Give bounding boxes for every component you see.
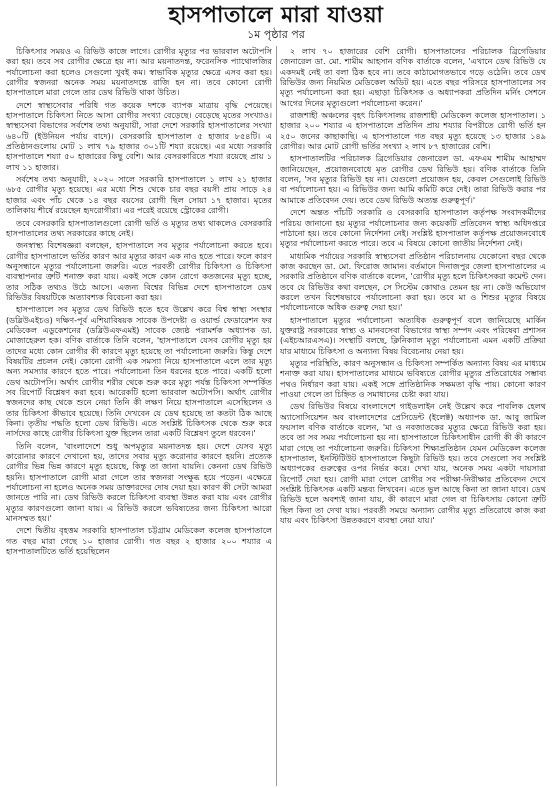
body-paragraph: মাধ্যমিক পর্যায়ের সরকারি স্বাস্থ্যসেবা প্রতিষ্ঠান পরিচালনায় যেকোনো বছর থেকে কাজ করছেন ডা. মো. ফিরোজ জামান। বর্তমানে দিনাজপুর জেলা হাসপাতালের এ সরকারি প্রতিষ্ঠানে বণিক বার্তাকে বলেন, 'রোগীর মৃত্যু হলে চিকিৎসকরা কমেন্ট দেন। তবে যে রিভিউর কথা বলছেন, সে সিস্টেম কোথাও তেমন হয় না। কেউ অভিযোগ করলে তখন বিশেষভাবে পর্যালোচনা করা হয়। তবে মা ও শিশুর মৃত্যুর বিষয়ে পর্যালোচনাকে অধিক গুরুত্ব দেয়া হয়।' [280,250,546,313]
body-paragraph: তবে বেসরকারি হাসপাতালগুলো রোগী ভর্তি ও মৃত্যুর তথ্য থাকলেও বেসরকারি হাসপাতালের তথ্য সরকারের কাছে নেই। [6,217,272,238]
body-paragraph: ডেথ রিভিউর বিষয়ে বাংলাদেশে গাইডলাইন নেই উল্লেখ করে পাবলিক হেলথ অ্যাসোসিয়েশন অব বাংলাদেশের প্রেসিডেন্ট (ইলেক্ট) অধ্যাপক ডা. আবু জামিল ফয়সাল বণিক বার্তাকে বলেন, 'মা ও নবজাতকের মৃত্যুর ক্ষেত্রে রিভিউ করা হয়। তবে তা সব সময় পর্যালোচনা হয় না। হাসপাতালে চিকিৎসাধীন রোগী কী কী কারণে মারা গেছে তা পর্যালোচনা জরুরি। চিকিৎসা শিক্ষাপ্রতিষ্ঠান যেমন মেডিকেল কলেজ হাসপাতাল, ইনস্টিটিউট হাসপাতালে কিছুটা রিভিউ হয়। তবে সেগুলো সব সংশ্লিষ্ট অধ্যাপকের গুরুত্বের ওপর নির্ভর করে। দেখা যায়, অনেক সময় একটা দায়সারা রিপোর্ট দেয়া হয়। রোগী মারা গেলে রোগীর সব পরীক্ষা-নিরীক্ষার প্রতিবেদন দেখে সংশ্লিষ্ট চিকিৎসক একটি মন্তব্য লিখবেন। এতে ভুল আছে কিনা তা জানা যাবে। ডেথ রিভিউ হলে অবশ্যই জানা যায়, কী কারণে মারা গেল বা চিকিৎসায় কোনো ত্রুটি ছিল কিনা তা দেখা যায়। পরবর্তী সময়ে অন্যান্য রোগীর মৃত্যু প্রতিরোধে কাজ করা যায় এবং চিকিৎসা উন্নতকরণে ব্যবস্থা নেয়া যায়।' [280,401,546,526]
body-paragraph: হাসপাতালে মৃত্যুর পর্যালোচনা অত্যধিক গুরুত্বপূর্ণ বলে জানিয়েছে মার্কিন যুক্তরাষ্ট্র সরকারের স্বাস্থ্য ও মানবসেবা বিভাগের স্বাস্থ্য সম্পদ এবং পরিষেবা প্রশাসন (এইচআরএসএ)। সংস্থাটি বলছে, ক্লিনিক্যাল মৃত্যু পর্যালোচনা এমন একটি প্রক্রিয়া যার মাধ্যমে চিকিৎসা ও অন্যান্য বিষয় বিবেচনায় নেয়া হয়। [280,314,546,356]
body-paragraph: ২ লাখ ৭০ হাজারের বেশি রোগী। হাসপাতালের পরিচালক ব্রিগেডিয়ার জেনারেল ডা. মো. শামীম আহসান বণিক বার্তাকে বলেন, 'এখানে ডেথ রিভিউ যে একদমই নেই তা বলা ঠিক হবে না। তবে কাঠামোগতভাবে গড়ে ওঠেনি। তবে ডেথ রিভিউর জন্য নিয়মিত মেডিকেল অডিট হয়। এতে বছর পরিসরে হাসপাতালের সব মৃত্যু পর্যালোচনা করা হয়। এছাড়া চিকিৎসক ও অধ্যাপকরা প্রতিদিন মর্নিং সেশনে আগের দিনের মৃত্যুগুলো পর্যালোচনা করেন।' [280,46,546,108]
right-column [280,46,546,786]
body-paragraph: দেশে অন্তত পাঁচটি সরকারি ও বেসরকারি হাসপাতাল কর্তৃপক্ষ সংবাদকর্মীদের পরিচয় জানানো হয় মৃত্যুর পর্যালোচনার জন্য কয়েকটি প্রতিবেদন স্বাস্থ্য অধিদপ্তরে পাঠানো হয়। তবে কোনো নির্দেশনা নেই। সংশ্লিষ্ট হাসপাতাল কর্তৃপক্ষ প্রয়োজনবোধে মৃত্যুর পর্যালোচনা করতে পারে। তবে এ বিষয়ে কোনো জাতীয় নির্দেশনা নেই। [280,207,546,249]
body-paragraph: হাসপাতালটির পরিচালক ব্রিগেডিয়ার জেনারেল ডা. এফএম শামীম আহাম্মদ জানিয়েছেন, প্রয়োজনবোধে মৃত রোগীর ডেথ রিভিউ হয়। বণিক বার্তাকে তিনি বলেন, 'সব মৃত্যুর রিভিউ হয় না। যেগুলো প্রয়োজন হয়, কেবল সেগুলোই রিভিউ বা পর্যালোচনা হয়। এ রিভিউর জন্য আমি কমিটি করে দেই। তারা রিভিউ করার পর আমাকে প্রতিবেদন দেয়। তবে ডেথ রিভিউ অত্যন্ত গুরুত্বপূর্ণ।' [280,153,546,205]
continued-from-label: ১ম পৃষ্ঠার পর [247,28,305,41]
left-column [6,46,272,786]
body-paragraph: জনস্বাস্থ্য বিশেষজ্ঞরা বলছেন, হাসপাতালে সব মৃত্যুর পর্যালোচনা করতে হবে। রোগীর হাসপাতালে ভর্তির কারণ আর মৃত্যুর কারণ এক নাও হতে পারে। ফলে কারণ অনুসন্ধানে মৃত্যুর পর্যালোচনা জরুরি। এতে পরবর্তী রোগীর চিকিৎসা ও চিকিৎসা ব্যবস্থাপনার ত্রুটি শনাক্ত করা যায়। একই সঙ্গে কোন রোগে কতজনের মৃত্যু হচ্ছে, তার সঠিক তথ্যও উঠে আসে। এজন্য বিশ্বের বিভিন্ন দেশে হাসপাতালে ডেথ রিভিউর বিষয়টিকে অত্যাবশ্যক বিবেচনা করা হয়। [6,240,272,302]
body-paragraph: দেশে দ্বিতীয় বৃহত্তম সরকারি হাসপাতাল চট্টগ্রাম মেডিকেল কলেজ হাসপাতালে গত বছর মারা গেছে ১০ হাজার রোগী। গত বছর ২ হাজার ২০০ শয্যার এ হাসপাতালটিতে ভর্তি হয়েছিলেন [6,525,272,557]
body-paragraph: তিনি বলেন, 'বাংলাদেশে শুধু অপমৃত্যুর ময়নাতদন্ত হয়। দেশে যেসব মৃত্যু কারোনার কারণে দেখানো হয়, তাদের সবার মৃত্যু করোনার কারণে হয়নি। প্রত্যেক রোগীর ভিন্ন ভিন্ন কারণে মৃত্যু হয়েছে, কিন্তু তা জানা যায়নি। কেননা ডেথ রিভিউ হয়নি। হাসপাতালে রোগী মারা গেলে তার স্বজনরা সংক্ষুব্ধ হয়ে পড়েন। এক্ষেত্রে পর্যালোচনা না হলেও অনেক সময় ডাক্তারদের দোষ দেয়া হয়। কারণ কী সেটা আমরা জানতে পারি না। ডেথ রিভিউ করলে চিকিৎসা ব্যবস্থা উন্নত করা যায় এবং রোগীর মৃত্যুর কারণগুলো জানা যায়। এ রিভিউ করলে ভবিষ্যতের জন্য চিকিৎসা আরো মানসম্মত হয়।' [6,440,272,524]
article-headline: হাসপাতালে মারা যাওয়া [168,2,384,28]
body-paragraph: মৃত্যুর পরিস্থিতি, কারণ অনুসন্ধান ও চিকিৎসা সম্পর্কিত অন্যান্য বিষয় এর মাধ্যমে শনাক্ত করা যায়। হাসপাতালের মাধ্যমে ভবিষ্যতে রোগীর মৃত্যুর প্রতিরোধের সম্ভাব্য পথও নির্ধারণ করা যায়। একই সঙ্গে প্রাতিষ্ঠানিক সক্ষমতা বৃদ্ধি পায়। কোনো কারণ পাওয়া গেলে তা চিহ্নিত ও সমাধানের চেষ্টা করা যায়। [280,357,546,399]
body-paragraph: সর্বশেষ তথ্য অনুযায়ী, ২০২০ সালে সরকারি হাসপাতালে ১ লাখ ২১ হাজার ৬৮৫ রোগীর মৃত্যু হয়েছে। এর মধ্যে শিশু থেকে চার বছর বয়সী প্রায় সাড়ে ২৪ হাজার এবং পাঁচ থেকে ১৪ বছর বয়সের রোগী ছিল সোয়া ১৭ হাজার। মৃতের তালিকায় শীর্ষে রয়েছেন হৃদরোগীরা। এর পরেই রয়েছে স্ট্রোকের রোগী। [6,174,272,216]
column-divider [276,46,277,786]
body-paragraph: দেশে স্বাস্থ্যসেবার পরিধি গত কয়েক দশকে ব্যাপক মাত্রায় বৃদ্ধি পেয়েছে। হাসপাতালে চিকিৎসা নিতে আসা রোগীর সংখ্যা বেড়েছে। বেড়েছে মৃতের সংখ্যাও। স্বাস্থ্যসেবা বিভাগের সর্বশেষ তথ্য অনুযায়ী, সারা দেশে সরকারি হাসপাতালের সংখ্যা ৬৪০টি (ইউনিয়ন পর্যায় বাদে)। বেসরকারি হাসপাতাল ৫ হাজার ৮৫৪টি। এ প্রতিষ্ঠানগুলোয় মোট ১ লাখ ৭৯ হাজার ৩০১টি শয্যা রয়েছে। এর মধ্যে সরকারি হাসপাতালে শয্যা ৫০ হাজারের কিছু বেশি। আর বেসরকারিতে শয্যা রয়েছে প্রায় ১ লাখ ১১ হাজার। [6,99,272,172]
body-paragraph: রাজশাহী অঞ্চলের বৃহৎ চিকিৎসালয় রাজশাহী মেডিকেল কলেজ হাসপাতাল। ১ হাজার ২০০ শয্যার এ হাসপাতালে প্রতিদিন প্রায় শয্যার বিপরীতে রোগী ভর্তি হন ২৫০ জনের কাছাকাছি। এ হাসপাতালে গত বছর মৃত্যু হয়েছে ১৩ হাজার ১৪৯ রোগীর। আর মোট রোগী ভর্তির সংখ্যা ২ লাখ ৮৭ হাজারের বেশি। [280,110,546,152]
article-body [6,46,546,786]
body-paragraph: চিকিৎসার সময়ও এ রিভিউ কাজে লাগে। রোগীর মৃত্যুর পর ভারবাল অটোপসি করা হয়। তবে সব রোগীর ক্ষেত্রে হয় না। আর ময়নাতদন্ত, ফরেনসিক প্যাথোলজির পর্যালোচনা করা হলেও সেগুলো খুবই কম। স্বাভাবিক মৃত্যুর ক্ষেত্রে এসব করা হয়। রোগীর স্বজনরা অনেক সময় ময়নাতদন্তে রাজি হন না। তবে কোনো রোগী হাসপাতালে মারা গেলে তার ডেথ রিভিউ থাকা উচিত। [6,46,272,98]
body-paragraph: হাসপাতালে সব মৃত্যুর ডেথ রিভিউ হতে হবে উল্লেখ করে বিশ্ব স্বাস্থ্য সংস্থার (ডব্লিউএইচও) দক্ষিণ-পূর্ব এশিয়াবিষয়ক সাবেক উপদেষ্টা ও ওয়ার্ল্ড ফেডারেশন ফর মেডিকেল এডুকেশনের (ডব্লিউএফএমই) সাবেক জ্যেষ্ঠ পরামর্শক অধ্যাপক ডা. মোজাহেরুল হক। বণিক বার্তাকে তিনি বলেন, 'হাসপাতালে যেসব রোগীর মৃত্যু হয় তাদের মধ্যে কোন রোগীর কী কারণে মৃত্যু হয়েছে তা পর্যালোচনা জরুরি। কিন্তু দেশে বিষয়টির প্রচলন নেই। কোনো রোগী এক সমস্যা নিয়ে হাসপাতালে এলে তার মৃত্যু অন্য সমস্যার কারণে হতে পারে। পর্যালোচনা তিন ধরনের হতে পারে। একটি হলো ডেথ অটোপসি। অর্থাৎ রোগীর শরীর থেকে শুরু করে মৃত্যু পর্যন্ত চিকিৎসা সম্পর্কিত সব রিপোর্ট বিশ্লেষণ করা হবে। আরেকটি হলো ভারবাল অটোপসি। অর্থাৎ রোগীর স্বজনদের কাছ থেকে শুনে নেয়া তিনি কী লক্ষণ নিয়ে হাসপাতালে এসেছিলেন ও তার চিকিৎসা কীভাবে হয়েছে। তিনি দেখবেন যে ডেথ হয়েছে তা কতটা ঠিক আছে কিনা। তৃতীয় পদ্ধতি হলো ডেথ রিভিউ। এতে সংশ্লিষ্ট চিকিৎসক থেকে শুরু করে নার্সদের কাছে রোগীর চিকিৎসা যুক্ত ছিলেন তারা একটি বিশ্লেষণ তুলে ধরবেন।' [6,304,272,439]
